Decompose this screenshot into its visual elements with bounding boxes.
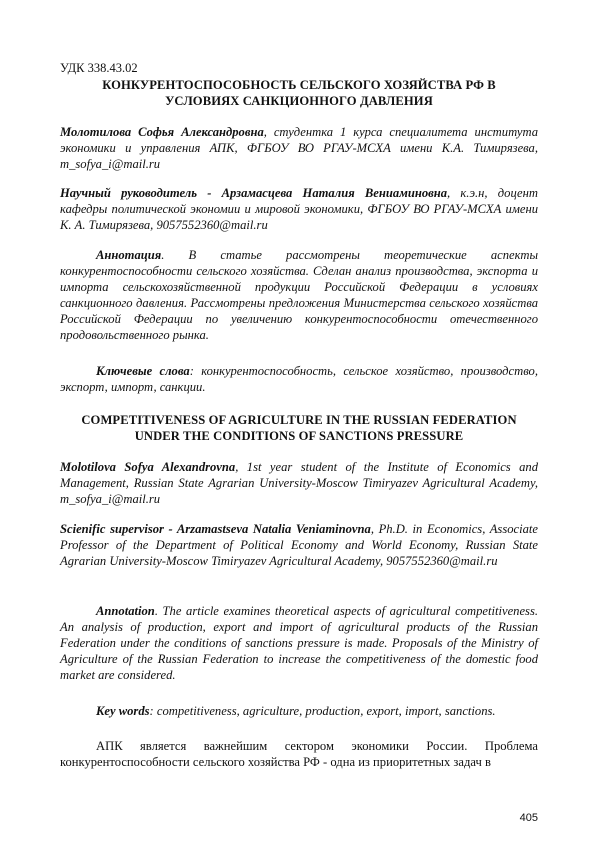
author-english xyxy=(60,459,538,507)
body-paragraph: АПК является важнейшим сектором экономики России. Проблема конкурентоспособности сельского хозяйства РФ - одна из приоритетных задач в xyxy=(60,739,538,769)
keywords-russian-text: : конкурентоспособность, сельское хозяйство, производство, экспорт, импорт, санкции. xyxy=(60,364,538,394)
udk-code: УДК 338.43.02 xyxy=(60,61,138,75)
abstract-russian-text: . В статье рассмотрены теоретические аспекты конкурентоспособности сельского хозяйства. Сделан анализ производства, экспорта и импорта сельскохозяйственной продукции Российской Федерации в условиях санкционного давления. Рассмотрены предложения Министерства сельского хозяйства Российской Федерации по увеличению конкурентоспособности отечественного продовольственного рынка. xyxy=(60,248,538,342)
supervisor-english-name: Scienific supervisor - Arzamastseva Natalia Veniaminovna xyxy=(60,522,371,536)
abstract-russian xyxy=(60,247,538,343)
title-english-line-2: UNDER THE CONDITIONS OF SANCTIONS PRESSURE xyxy=(134,429,464,443)
page-number: 405 xyxy=(519,812,538,824)
abstract-english-label: Annotation xyxy=(96,604,155,618)
supervisor-english xyxy=(60,521,538,569)
title-russian xyxy=(60,77,538,109)
author-english-details: , 1st year student of the Institute of Economics and Management, Russian State Agrarian University-Moscow Timiryazev Agricultural Academy, m_sofya_i@mail.ru xyxy=(60,460,538,506)
supervisor-russian-details: , к.э.н, доцент кафедры политической экономии и мировой экономики, ФГБОУ ВО РГАУ-МСХА имени К. А. Тимирязева, 9057552360@mail.ru xyxy=(60,186,538,232)
author-english-name: Molotilova Sofya Alexandrovna xyxy=(60,460,236,474)
title-russian-line-1: КОНКУРЕНТОСПОСОБНОСТЬ СЕЛЬСКОГО ХОЗЯЙСТВА РФ В xyxy=(102,78,496,92)
keywords-english-label: Key words xyxy=(96,704,150,718)
author-russian-details: , студентка 1 курса специалитета института экономики и управления АПК, ФГБОУ ВО РГАУ-МСХА имени К.А. Тимирязева, m_sofya_i@mail.ru xyxy=(60,125,538,171)
abstract-english xyxy=(60,603,538,683)
keywords-english xyxy=(60,703,538,719)
author-russian xyxy=(60,124,538,172)
author-russian-name: Молотилова Софья Александровна xyxy=(60,125,264,139)
keywords-english-text: : competitiveness, agriculture, production, export, import, sanctions. xyxy=(149,704,496,718)
abstract-russian-label: Аннотация xyxy=(96,248,162,262)
supervisor-russian xyxy=(60,185,538,233)
supervisor-russian-name: Научный руководитель - Арзамасцева Наталия Вениаминовна xyxy=(60,186,448,200)
title-russian-line-2: УСЛОВИЯХ САНКЦИОННОГО ДАВЛЕНИЯ xyxy=(165,94,433,108)
title-english xyxy=(60,412,538,444)
keywords-russian-label: Ключевые слова xyxy=(96,364,190,378)
supervisor-english-details: , Ph.D. in Economics, Associate Professor of the Department of Political Economy and World Economy, Russian State Agrarian University-Moscow Timiryazev Agricultural Academy, 9057552360@mail.ru xyxy=(60,522,538,568)
abstract-english-text: . The article examines theoretical aspects of agricultural competitiveness. An analysis of production, export and import of agricultural products of the Russian Federation under the conditions of sanctions pressure is made. Proposals of the Ministry of Agriculture of the Russian Federation to increase the competitiveness of the domestic food market are considered. xyxy=(60,604,538,682)
keywords-russian xyxy=(60,363,538,395)
title-english-line-1: COMPETITIVENESS OF AGRICULTURE IN THE RUSSIAN FEDERATION xyxy=(81,413,517,427)
